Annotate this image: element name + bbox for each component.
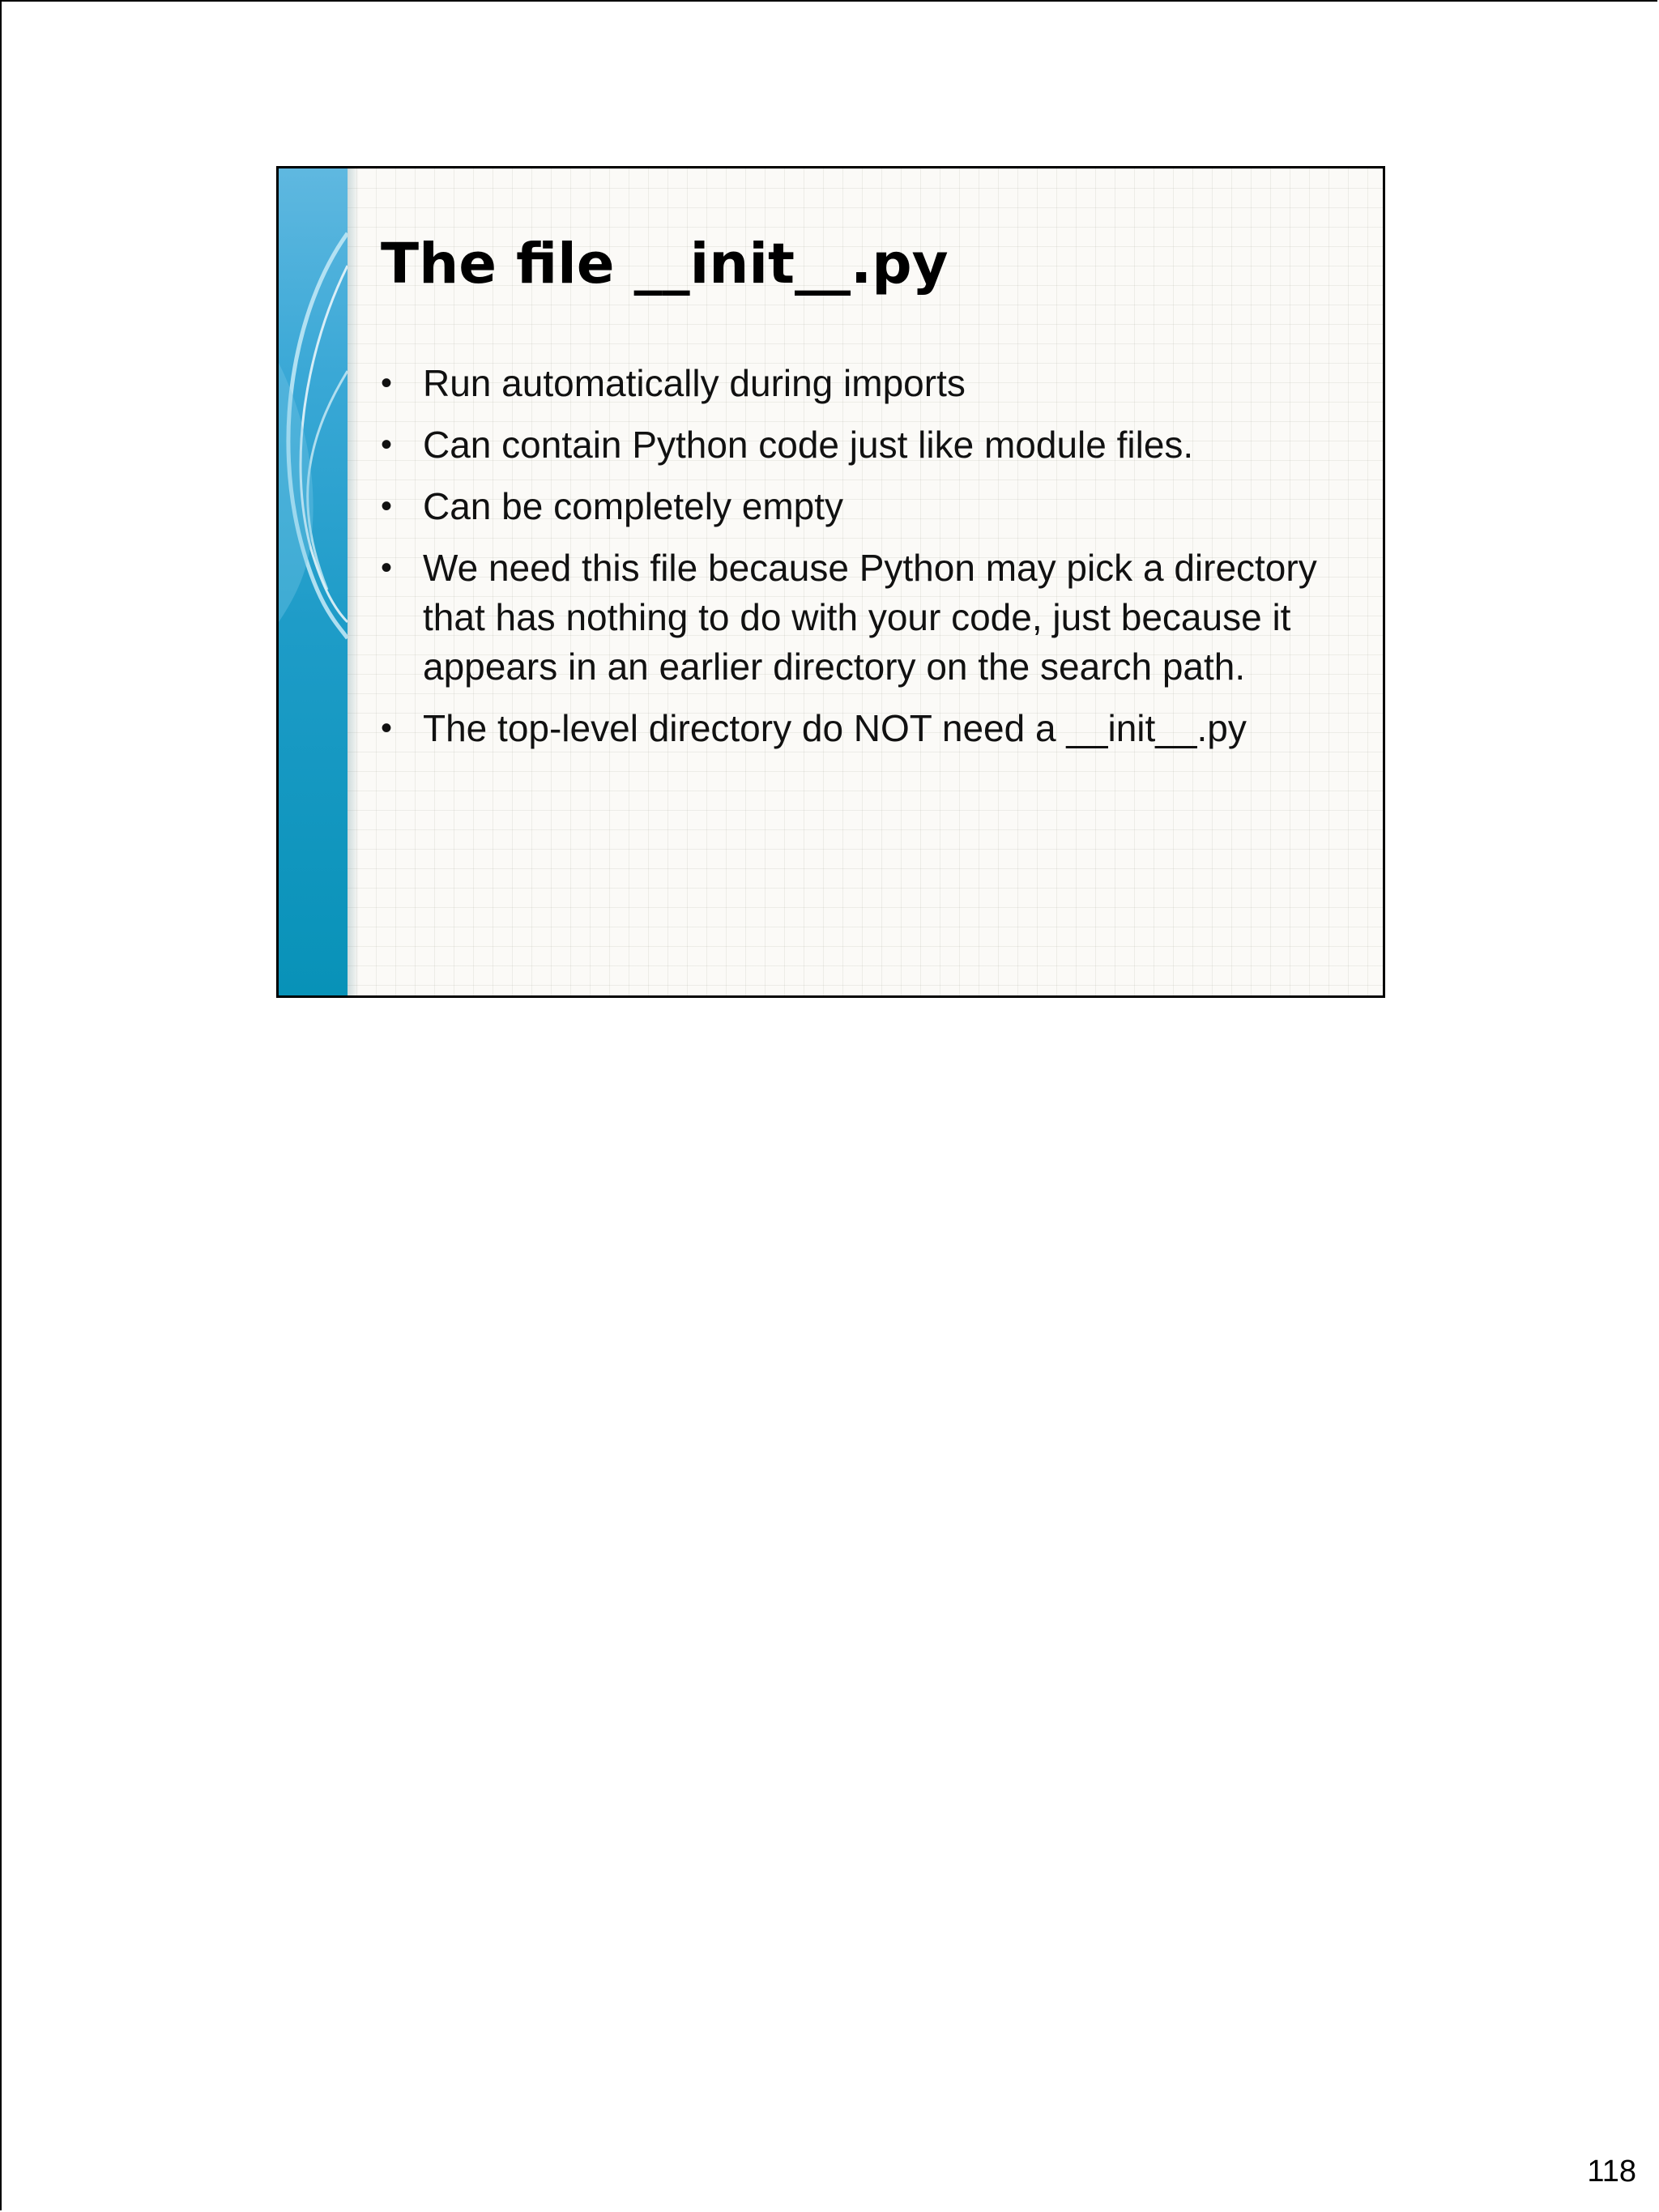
slide-thumbnail <box>276 166 1385 998</box>
list-item <box>381 420 1353 470</box>
wave-decoration-icon <box>279 168 348 998</box>
bullet-icon: • <box>381 550 393 586</box>
band-shadow <box>348 168 359 995</box>
slide-title: The file __init__.py <box>381 232 949 296</box>
list-item <box>381 359 1353 408</box>
decorative-side-band <box>279 168 348 995</box>
bullet-text: Run automatically during imports <box>423 362 966 404</box>
list-item <box>381 543 1353 692</box>
bullet-icon: • <box>381 427 393 462</box>
list-item <box>381 704 1353 753</box>
bullet-icon: • <box>381 365 393 401</box>
bullet-text: Can be completely empty <box>423 485 844 527</box>
bullet-text: Can contain Python code just like module files. <box>423 424 1194 466</box>
bullet-icon: • <box>381 488 393 524</box>
bullet-text: The top-level directory do NOT need a __init__.py <box>423 707 1247 749</box>
list-item <box>381 482 1353 531</box>
bullet-icon: • <box>381 710 393 746</box>
bullet-text: We need this file because Python may pick a directory that has nothing to do with your code, just because it appears in an earlier directory on the search path. <box>423 547 1317 688</box>
page-number: 118 <box>1587 2154 1636 2189</box>
bullet-list <box>381 359 1353 765</box>
